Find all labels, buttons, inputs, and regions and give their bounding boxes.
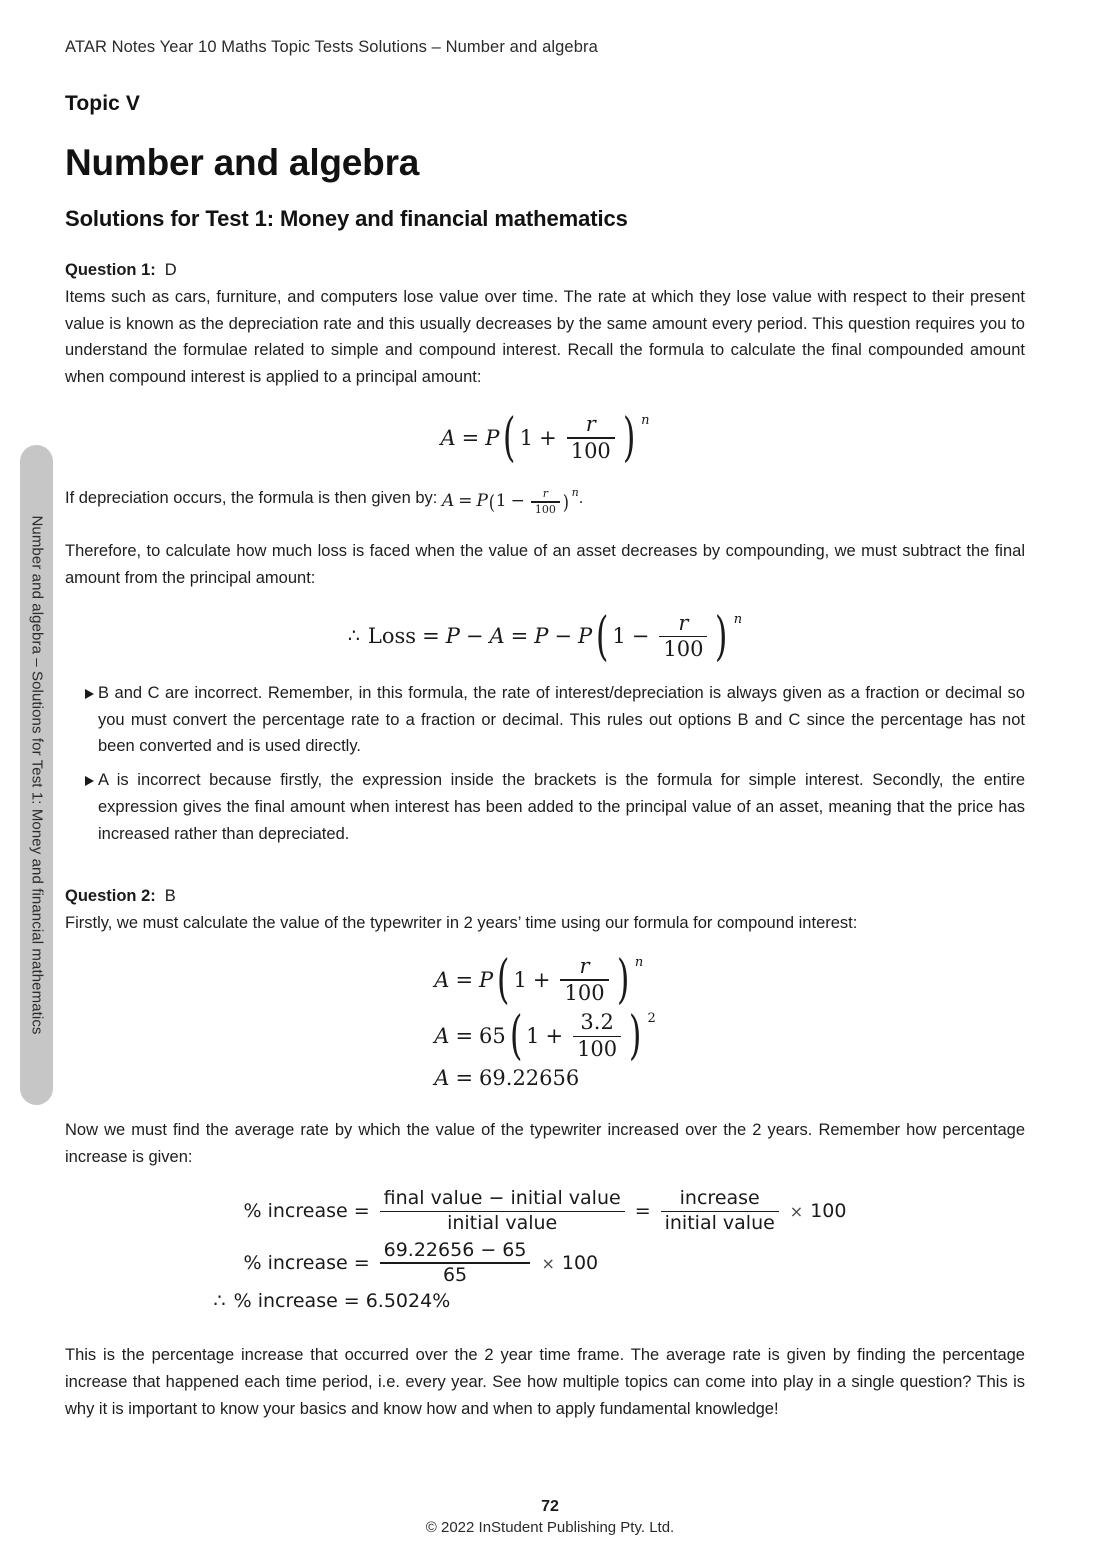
dep-exponent: n: [571, 486, 579, 500]
q2-l2-open-paren: (: [509, 1006, 523, 1067]
loss-equals-1: =: [422, 624, 440, 649]
q2-l2-fraction: [573, 1011, 621, 1061]
question-2-answer: B: [164, 887, 176, 906]
percent-line-2-fraction: [380, 1240, 531, 1286]
formula-variable-A: A: [440, 425, 456, 450]
percent-increase-formula: [65, 1188, 1025, 1312]
dep-equals: =: [458, 491, 473, 512]
dep-fraction-numerator: r: [542, 487, 548, 501]
percent-line-2-denominator: 65: [442, 1263, 468, 1286]
page-number: 72: [541, 1498, 559, 1515]
loss-P-3: P: [577, 624, 593, 649]
close-paren: ): [622, 407, 636, 468]
loss-equals-2: =: [510, 624, 529, 649]
question-2-formula-stack: [65, 950, 1025, 1095]
question-1-paragraph-1: Items such as cars, furniture, and computers lose value over time. The rate at which they lose value with respect to their present value is known as the depreciation rate and this usually decreases by the same amount every period. This question requires you to understand the formulae related to simple and compound interest. Recall the formula to calculate the final compounded amount when compound interest is applied to a principal amount:: [65, 288, 1025, 387]
percent-line-1-hundred: 100: [810, 1200, 847, 1223]
question-1-heading: [65, 261, 1025, 280]
multiply-icon: ×: [541, 1253, 555, 1273]
percent-line-2-label: % increase: [243, 1252, 348, 1275]
percent-line-3: [214, 1290, 451, 1312]
percent-line-1-numerator-1: final value − initial value: [383, 1187, 621, 1210]
q2-l1-P: P: [479, 967, 494, 992]
formula-one: 1: [519, 425, 534, 450]
q2-l1-numerator: r: [579, 953, 590, 978]
percent-line-1-numerator-2: increase: [679, 1187, 760, 1210]
percent-line-2-hundred: 100: [561, 1252, 599, 1275]
loss-P-2: P: [534, 624, 549, 649]
list-item: [65, 680, 1025, 760]
fraction-r-over-100: [567, 413, 615, 463]
loss-minus-2: −: [554, 624, 572, 649]
question-1-label: Question 1:: [65, 261, 156, 279]
q2-l1-one: 1: [513, 967, 527, 992]
content-column: [65, 0, 1025, 1422]
percent-line-1-fraction-1: [380, 1188, 625, 1234]
q2-l2-plus: +: [545, 1024, 564, 1049]
question-2-label: Question 2:: [65, 887, 156, 906]
q2-l1-fraction: [560, 955, 608, 1005]
q2-l2-exponent: 2: [647, 1011, 656, 1027]
q2-l3-equals: =: [455, 1065, 474, 1090]
open-paren: (: [503, 407, 516, 468]
question-2-heading: [65, 887, 1025, 906]
bullet-text: B and C are incorrect. Remember, in this formula, the rate of interest/depreciation is always given as a fraction or decimal so you must convert the percentage rate to a fraction or decimal. This rules out options B and C since the percentage has not been converted and is used directly.: [98, 683, 1025, 756]
question-1-paragraph-2: Therefore, to calculate how much loss is faced when the value of an asset decreases by compounding, we must subtract the final amount from the principal amount:: [65, 542, 1025, 587]
question-1-bullet-list: [65, 680, 1025, 847]
q2-l2-numerator: 3.2: [580, 1010, 614, 1035]
formula-exponent: n: [641, 412, 650, 428]
percent-line-2: [244, 1240, 599, 1286]
loss-close-paren: ): [715, 606, 728, 667]
percent-line-1-label: % increase: [243, 1200, 348, 1223]
dep-period: .: [578, 489, 584, 508]
loss-fraction-denominator: 100: [663, 637, 704, 662]
running-header: ATAR Notes Year 10 Maths Topic Tests Solutions – Number and algebra: [65, 38, 598, 56]
percent-line-3-value: 6.5024%: [365, 1290, 451, 1313]
dep-variable-A: A: [441, 491, 455, 512]
dep-one: 1: [495, 491, 507, 512]
q2-l2-denominator: 100: [577, 1037, 618, 1062]
question-2-paragraph-2: Now we must find the average rate by which the value of the typewriter increased over the 2 years. Remember how percentage increase is given:: [65, 1120, 1025, 1166]
page-title: Number and algebra: [65, 142, 420, 183]
percent-line-1-equals-1: =: [353, 1200, 370, 1223]
formula-compound-interest: [65, 407, 1025, 468]
fraction-numerator: r: [585, 411, 596, 436]
percent-line-3-label: % increase: [233, 1290, 338, 1313]
loss-fraction-numerator: r: [678, 610, 689, 635]
loss-A: A: [489, 624, 505, 649]
copyright-notice: © 2022 InStudent Publishing Pty. Ltd.: [425, 1519, 675, 1536]
q2-l3-value: 69.22656: [479, 1065, 580, 1090]
q2-l2-A: A: [434, 1024, 450, 1049]
q2-formula-line-2: [434, 1006, 656, 1067]
q2-l1-equals: =: [455, 967, 474, 992]
formula-depreciation-inline: [442, 488, 579, 516]
therefore-symbol: ∴: [347, 625, 360, 648]
q2-l1-plus: +: [532, 967, 551, 992]
q2-l1-exponent: n: [634, 954, 644, 970]
q2-l1-close-paren: ): [616, 950, 630, 1011]
page-footer: [0, 1498, 1100, 1536]
loss-fraction: [659, 612, 707, 662]
fraction-denominator: 100: [570, 438, 611, 463]
q2-l2-principal: 65: [479, 1024, 506, 1049]
triangle-bullet-icon: [85, 689, 94, 699]
dep-variable-P: P: [476, 491, 488, 512]
loss-exponent: n: [733, 611, 743, 627]
loss-minus-1: −: [465, 624, 484, 649]
list-item: [65, 767, 1025, 847]
loss-P-1: P: [445, 624, 460, 649]
formula-variable-P: P: [485, 425, 500, 450]
q2-l1-denominator: 100: [564, 980, 605, 1005]
percent-line-2-numerator: 69.22656 − 65: [383, 1239, 527, 1262]
topic-kicker: Topic V: [65, 92, 140, 115]
q2-l2-equals: =: [455, 1024, 474, 1049]
percent-line-1: [244, 1188, 847, 1234]
therefore-symbol: ∴: [213, 1290, 226, 1313]
section-title: Solutions for Test 1: Money and financial mathematics: [65, 206, 628, 231]
q2-l1-A: A: [434, 967, 450, 992]
question-2-paragraph-1: Firstly, we must calculate the value of the typewriter in 2 years’ time using our formula for compound interest:: [65, 914, 858, 933]
q2-formula-line-1: [434, 950, 644, 1011]
depreciation-line: [65, 485, 1025, 516]
dep-minus: −: [510, 491, 525, 512]
percent-line-1-fraction-2: [661, 1188, 779, 1234]
formula-loss: [65, 606, 1025, 667]
percent-line-1-equals-2: =: [634, 1200, 651, 1223]
triangle-bullet-icon: [85, 776, 94, 786]
loss-one: 1: [612, 624, 626, 649]
q2-l3-A: A: [434, 1065, 450, 1090]
bullet-text: A is incorrect because firstly, the expression inside the brackets is the formula for simple interest. Secondly, the entire expression gives the final amount when interest has been added to the principal value of an asset, meaning that the price has increased rather than depreciated.: [98, 771, 1025, 843]
side-tab: [20, 445, 53, 1105]
percent-line-3-equals: =: [343, 1290, 360, 1313]
dep-fraction-denominator: 100: [534, 502, 556, 516]
multiply-icon: ×: [789, 1201, 804, 1221]
q2-l1-open-paren: (: [497, 950, 510, 1011]
q2-formula-line-3: [434, 1065, 580, 1090]
q2-l2-one: 1: [526, 1024, 540, 1049]
percent-line-2-equals: =: [353, 1252, 370, 1275]
loss-open-paren: (: [595, 606, 609, 667]
side-tab-label: Number and algebra – Solutions for Test 1: Money and financial mathematics: [28, 515, 45, 1035]
dep-fraction: [531, 488, 560, 516]
depreciation-lead-in: If depreciation occurs, the formula is then given by:: [65, 489, 438, 508]
dep-open-paren: (: [488, 490, 495, 515]
q2-l2-close-paren: ): [629, 1006, 642, 1067]
formula-equals: =: [461, 425, 480, 450]
percent-line-1-denominator-2: initial value: [664, 1211, 775, 1234]
loss-label: Loss: [367, 624, 417, 649]
question-1-answer: D: [164, 261, 177, 279]
percent-line-1-denominator-1: initial value: [447, 1211, 558, 1234]
question-2-paragraph-3: This is the percentage increase that occurred over the 2 year time frame. The average rate is given by finding the percentage increase that happened each time period, i.e. every year. See how multiple topics can come into play in a single question? This is why it is important to know your basics and know how and when to apply fundamental knowledge!: [65, 1346, 1025, 1418]
dep-close-paren: ): [562, 490, 569, 515]
loss-minus-3: −: [631, 624, 650, 649]
formula-plus: +: [539, 425, 557, 450]
